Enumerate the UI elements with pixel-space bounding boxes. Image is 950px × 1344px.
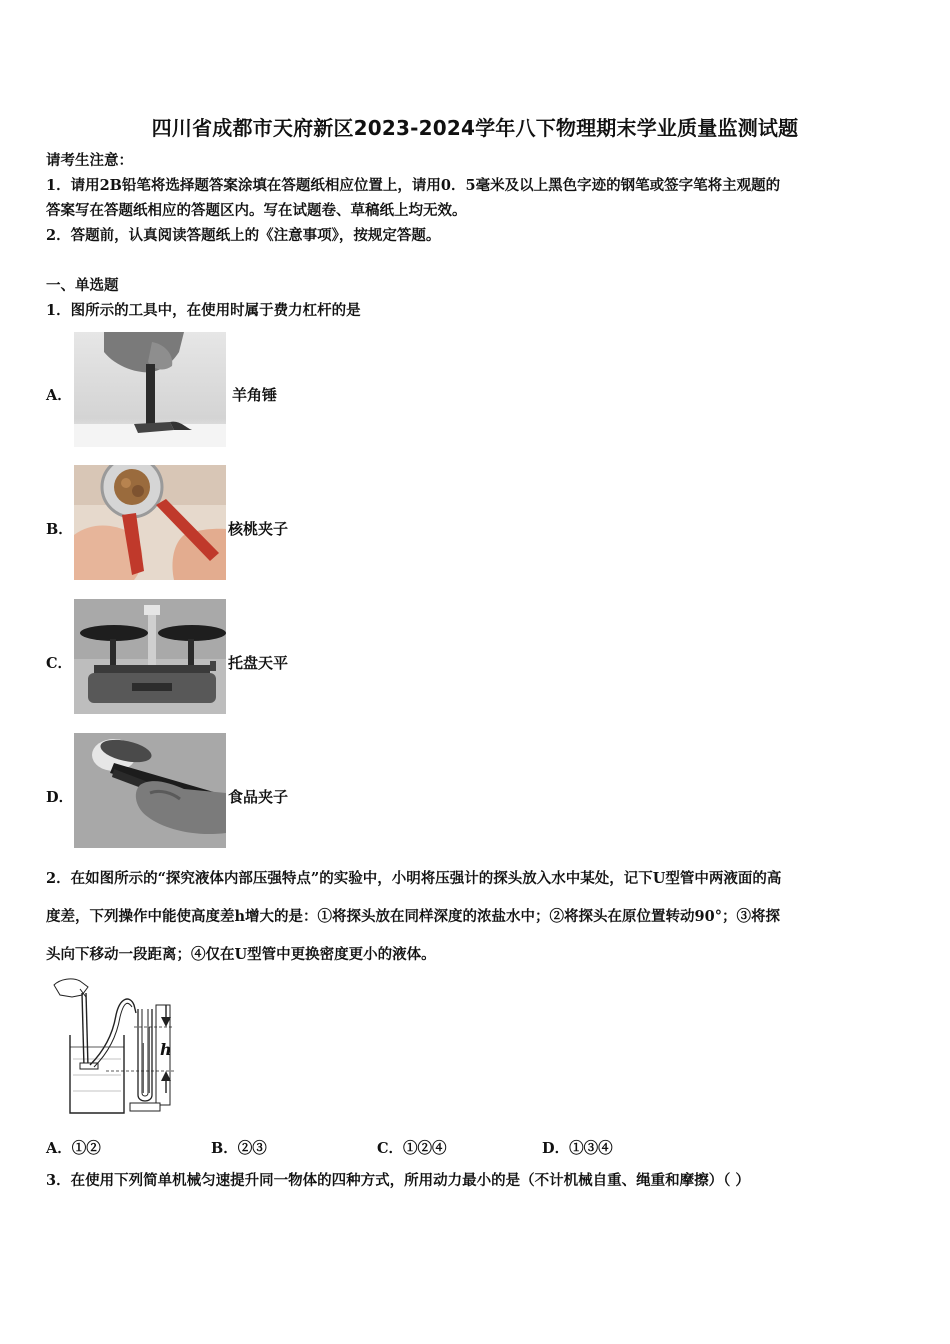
option-c-label: C． [46, 655, 73, 672]
q2-answer-a [46, 1137, 101, 1158]
notice-heading: 请考生注意： [46, 152, 133, 169]
food-tongs-photo [74, 733, 226, 848]
q2-answer-c [377, 1137, 447, 1158]
question-2-line-2: 度差，下列操作中能使高度差h增大的是：①将探头放在同样深度的浓盐水中；②将探头在原位置转动90°；③将探 [46, 908, 780, 925]
option-a-label: A． [46, 387, 72, 404]
question-3-stem: 3．在使用下列简单机械匀速提升同一物体的四种方式，所用动力最小的是（不计机械自重、绳重和摩擦）（ ） [46, 1172, 750, 1189]
q2-answer-a-label: A． [46, 1140, 72, 1157]
q2-answer-b [211, 1137, 267, 1158]
option-c-name: 托盘天平 [228, 654, 289, 672]
page-title: 四川省成都市天府新区2023-2024学年八下物理期末学业质量监测试题 [151, 116, 799, 140]
q2-answer-c-label: C． [377, 1140, 404, 1157]
notice-item-1-line-1: 1．请用2B铅笔将选择题答案涂填在答题纸相应位置上，请用0．5毫米及以上黑色字迹的钢笔或签字笔将主观题的 [46, 177, 781, 194]
q2-answer-a-text: ①② [71, 1140, 101, 1157]
option-a-name: 羊角锤 [232, 386, 278, 404]
height-difference-label: h [160, 1040, 172, 1059]
pressure-gauge-diagram [46, 975, 186, 1117]
option-d-label: D． [46, 789, 74, 806]
nutcracker-photo [74, 465, 226, 580]
q2-answer-d-label: D． [542, 1140, 570, 1157]
q2-answer-b-label: B． [211, 1140, 238, 1157]
q2-answer-b-text: ②③ [237, 1140, 267, 1157]
question-1-stem: 1．图所示的工具中，在使用时属于费力杠杆的是 [46, 302, 361, 319]
pan-balance-photo [74, 599, 226, 714]
claw-hammer-photo [74, 332, 226, 447]
question-2-line-3: 头向下移动一段距离；④仅在U型管中更换密度更小的液体。 [46, 946, 436, 963]
question-2-line-1: 2．在如图所示的“探究液体内部压强特点”的实验中，小明将压强计的探头放入水中某处，记下U型管中两液面的高 [46, 870, 782, 887]
q2-answer-d-text: ①③④ [569, 1140, 613, 1157]
q2-answer-d [542, 1137, 613, 1158]
option-b-name: 核桃夹子 [228, 520, 289, 538]
option-d-name: 食品夹子 [228, 788, 289, 806]
section-heading-single-choice: 一、单选题 [46, 277, 119, 294]
q2-answer-c-text: ①②④ [403, 1140, 447, 1157]
notice-item-2: 2．答题前，认真阅读答题纸上的《注意事项》，按规定答题。 [46, 227, 441, 244]
option-b-label: B． [46, 521, 73, 538]
notice-item-1-line-2: 答案写在答题纸相应的答题区内。写在试题卷、草稿纸上均无效。 [46, 202, 467, 219]
